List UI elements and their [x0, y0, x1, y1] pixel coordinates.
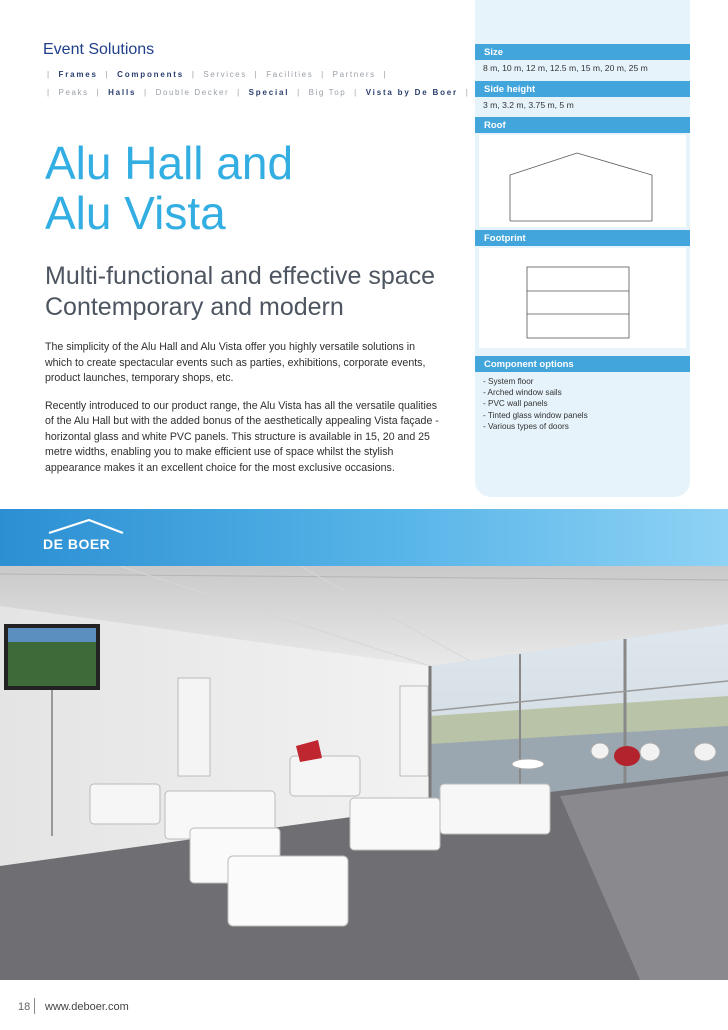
page-title	[45, 138, 293, 238]
body-paragraph-2: Recently introduced to our product range, the Alu Vista has all the versatile qualities of the Alu Hall but with the added bonus of the aesthetically appealing Vista façade - horizontal glass and white PVC panels. This structure is available in 15, 20 and 25 metre widths, enabling you to make efficient use of space whilst the stylish appearance makes it an excellent choice for the most exclusive occasions.	[45, 399, 439, 474]
size-header: Size	[475, 44, 690, 60]
nav-separator: |	[191, 70, 196, 79]
brand-logo-text: DE BOER	[43, 536, 111, 552]
nav-link-double-decker[interactable]: Double Decker	[155, 88, 230, 97]
nav-separator: |	[297, 88, 301, 97]
nav-separator: |	[254, 70, 259, 79]
roof-header: Roof	[475, 117, 690, 133]
body-paragraph-1: The simplicity of the Alu Hall and Alu Vista offer you highly versatile solutions in which to create spectacular events such as parties, exhibitions, corporate events, product launches, temporary shops, etc.	[45, 341, 426, 384]
nav-link-components[interactable]: Components	[117, 70, 185, 79]
list-item: - System floor	[483, 377, 534, 386]
list-item: - Tinted glass window panels	[483, 410, 588, 420]
footprint-plan-icon	[479, 248, 686, 348]
nav-separator: |	[383, 70, 388, 79]
nav-link-services[interactable]: Services	[203, 70, 247, 79]
component-options-list	[483, 376, 588, 432]
nav-link-facilities[interactable]: Facilities	[266, 70, 314, 79]
nav-row-products	[43, 70, 391, 79]
section-title: Event Solutions	[43, 41, 155, 58]
nav-separator: |	[96, 88, 101, 97]
subtitle	[45, 261, 435, 323]
nav-separator: |	[237, 88, 241, 97]
page-title-line1: Alu Hall and	[45, 137, 294, 189]
component-options-header: Component options	[475, 356, 690, 372]
nav-link-special[interactable]: Special	[248, 88, 290, 97]
website-link[interactable]: www.deboer.com	[45, 1001, 129, 1013]
interior-photo	[0, 566, 728, 980]
subtitle-line1: Multi-functional and effective space	[45, 262, 436, 290]
nav-separator: |	[321, 70, 325, 79]
subtitle-line2: Contemporary and modern	[45, 293, 344, 321]
nav-link-vista-by-de-boer[interactable]: Vista by De Boer	[365, 88, 458, 97]
nav-link-big-top[interactable]: Big Top	[308, 88, 347, 97]
nav-row-structures	[43, 88, 473, 97]
size-value: 8 m, 10 m, 12 m, 12.5 m, 15 m, 20 m, 25 m	[483, 63, 648, 73]
lounge-interior-image	[0, 566, 728, 980]
list-item: - Various types of doors	[483, 421, 569, 431]
list-item: - PVC wall panels	[483, 399, 548, 409]
nav-separator: |	[105, 70, 110, 79]
side-height-value: 3 m, 3.2 m, 3.75 m, 5 m	[483, 100, 574, 110]
spec-panel	[475, 0, 690, 497]
page-number: 18	[18, 1001, 31, 1013]
nav-separator: |	[47, 70, 51, 79]
list-item: - Arched window sails	[483, 388, 562, 398]
roof-profile-icon	[479, 135, 686, 227]
body-text	[45, 340, 440, 488]
brand-logo[interactable]	[43, 517, 133, 557]
footer-divider	[34, 998, 35, 1014]
footprint-header: Footprint	[475, 230, 690, 246]
nav-separator: |	[47, 88, 51, 97]
footprint-diagram-box	[479, 248, 686, 348]
roof-logo-icon	[43, 517, 133, 537]
nav-separator: |	[465, 88, 470, 97]
side-height-header: Side height	[475, 81, 690, 97]
nav-separator: |	[354, 88, 358, 97]
nav-link-halls[interactable]: Halls	[108, 88, 137, 97]
nav-link-peaks[interactable]: Peaks	[58, 88, 89, 97]
roof-diagram-box	[479, 135, 686, 227]
nav-link-frames[interactable]: Frames	[58, 70, 98, 79]
page-title-line2: Alu Vista	[45, 187, 226, 239]
nav-separator: |	[144, 88, 148, 97]
nav-link-partners[interactable]: Partners	[332, 70, 376, 79]
